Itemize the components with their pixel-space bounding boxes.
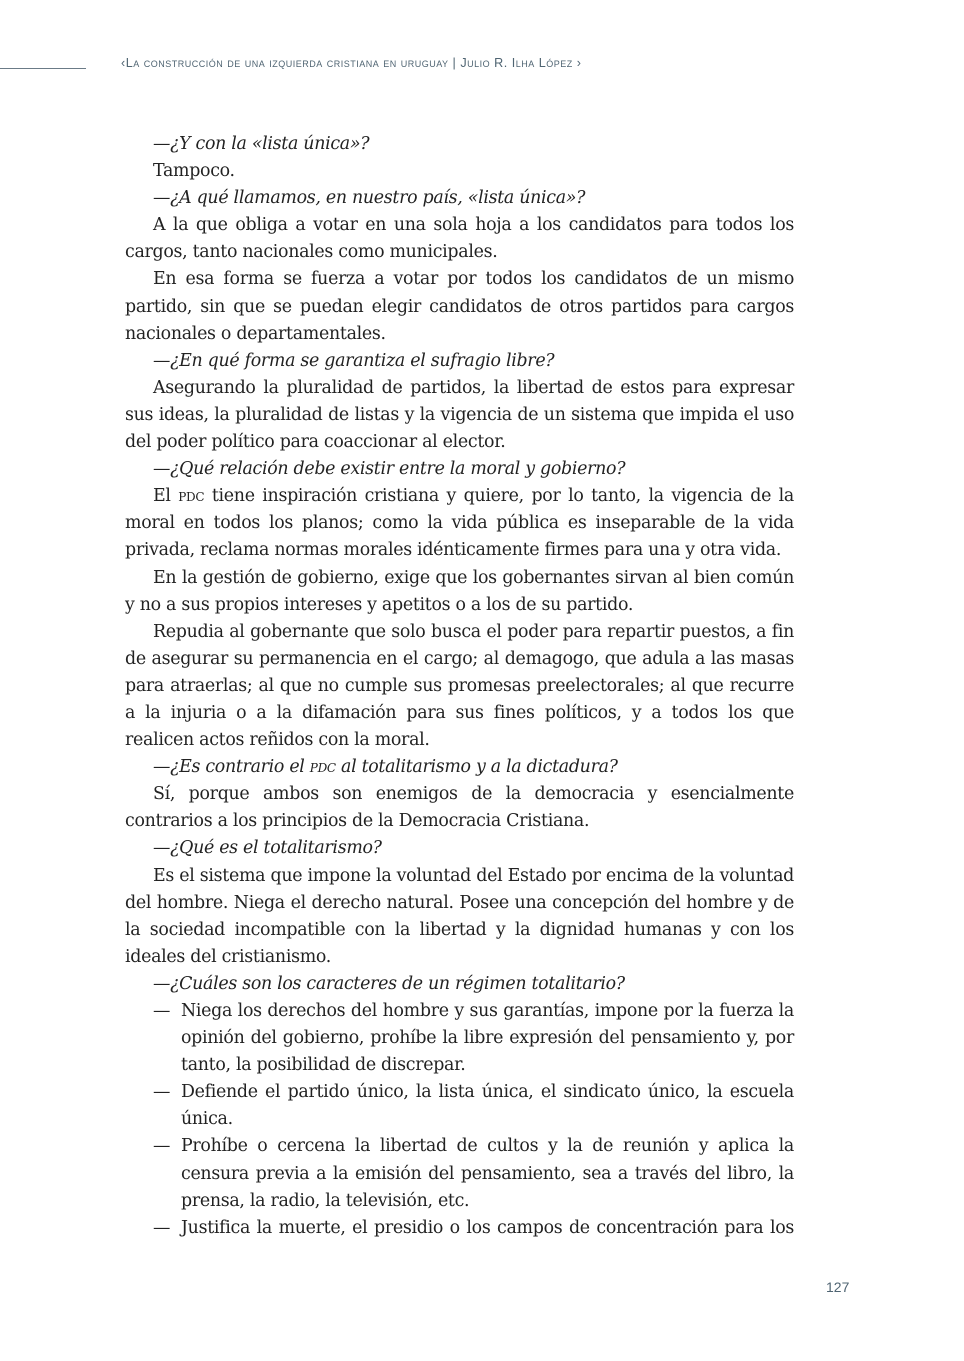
header-close: › [572, 56, 582, 70]
answer: Es el sistema que impone la voluntad del Estado por encima de la voluntad del hombre. Niega el derecho natural. Posee una concepción del hombre y de la sociedad incompatible con la libertad y la dignidad humanas y con los ideales del cristianismo. [125, 865, 794, 967]
list-item: — Justifica la muerte, el presidio o los campos de concentración para los [125, 1215, 794, 1242]
question: —¿Y con la «lista única»? [153, 134, 370, 154]
answer: Sí, porque ambos son enemigos de la democracia y esencialmente contrarios a los principios de la Democracia Cristiana. [125, 784, 794, 832]
author-name: Julio R. Ilha López [460, 56, 573, 70]
question: —¿Qué relación debe existir entre la moral y gobierno? [153, 459, 626, 480]
list-dash: — [153, 1217, 171, 1238]
list-item: — Niega los derechos del hombre y sus garantías, impone por la fuerza la opinión del gobierno, prohíbe la libre expresión del pensamiento y, por tanto, la posibilidad de discrepar. [125, 998, 794, 1079]
answer: A la que obliga a votar en una sola hoja a los candidatos para todos los cargos, tanto nacionales como municipales. [125, 215, 794, 263]
header-rule [0, 68, 86, 69]
answer: En la gestión de gobierno, exige que los gobernantes sirvan al bien común y no a sus propios intereses y apetitos o a los de su partido. [125, 567, 794, 615]
body-text [125, 131, 794, 1242]
header-separator: | [448, 56, 461, 70]
header-open: ‹ [121, 56, 126, 70]
running-header [121, 56, 581, 70]
list-item: — Prohíbe o cercena la libertad de cultos y la de reunión y aplica la censura previa a la emisión del pensamiento, sea a través del libro, la prensa, la radio, la televisión, etc. [125, 1133, 794, 1214]
answer: Asegurando la pluralidad de partidos, la libertad de estos para expresar sus ideas, la pluralidad de listas y la vigencia de un sistema que impida el uso del poder político para coaccionar al elector. [125, 377, 794, 453]
book-title: La construcción de una izquierda cristiana en uruguay [125, 56, 449, 70]
question: —¿Qué es el totalitarismo? [153, 838, 382, 859]
list-dash: — [153, 1001, 171, 1021]
page-number: 127 [826, 1279, 850, 1295]
question: —¿Cuáles son los caracteres de un régimen totalitario? [153, 973, 625, 994]
question: —¿Es contrario el pdc al totalitarismo y a la dictadura? [153, 757, 618, 778]
question: —¿En qué forma se garantiza el sufragio libre? [153, 350, 555, 371]
answer: Repudia al gobernante que solo busca el poder para repartir puestos, a fin de asegurar su permanencia en el cargo; al demagogo, que adula a las masas para atraerlas; al que no cumple sus promesas preelectorales; al que recurre a la injuria o a la difamación para sus fines políticos, y a todos los que realicen actos reñidos con la moral. [125, 621, 794, 751]
answer: Tampoco. [153, 161, 235, 182]
answer: En esa forma se fuerza a votar por todos los candidatos de un mismo partido, sin que se puedan elegir candidatos de otros partidos para cargos nacionales o departamentales. [125, 269, 794, 344]
acronym: pdc [178, 486, 205, 507]
list-dash: — [153, 1136, 171, 1157]
answer: El pdc tiene inspiración cristiana y quiere, por lo tanto, la vigencia de la moral en todos los planos; como la vida pública es inseparable de la vida privada, reclama normas morales idénticamente firmes para una y otra vida. [125, 486, 794, 561]
list-item: — Defiende el partido único, la lista única, el sindicato único, la escuela única. [125, 1079, 794, 1133]
acronym: pdc [309, 757, 336, 778]
list-dash: — [153, 1082, 171, 1103]
question: —¿A qué llamamos, en nuestro país, «lista única»? [153, 188, 586, 209]
